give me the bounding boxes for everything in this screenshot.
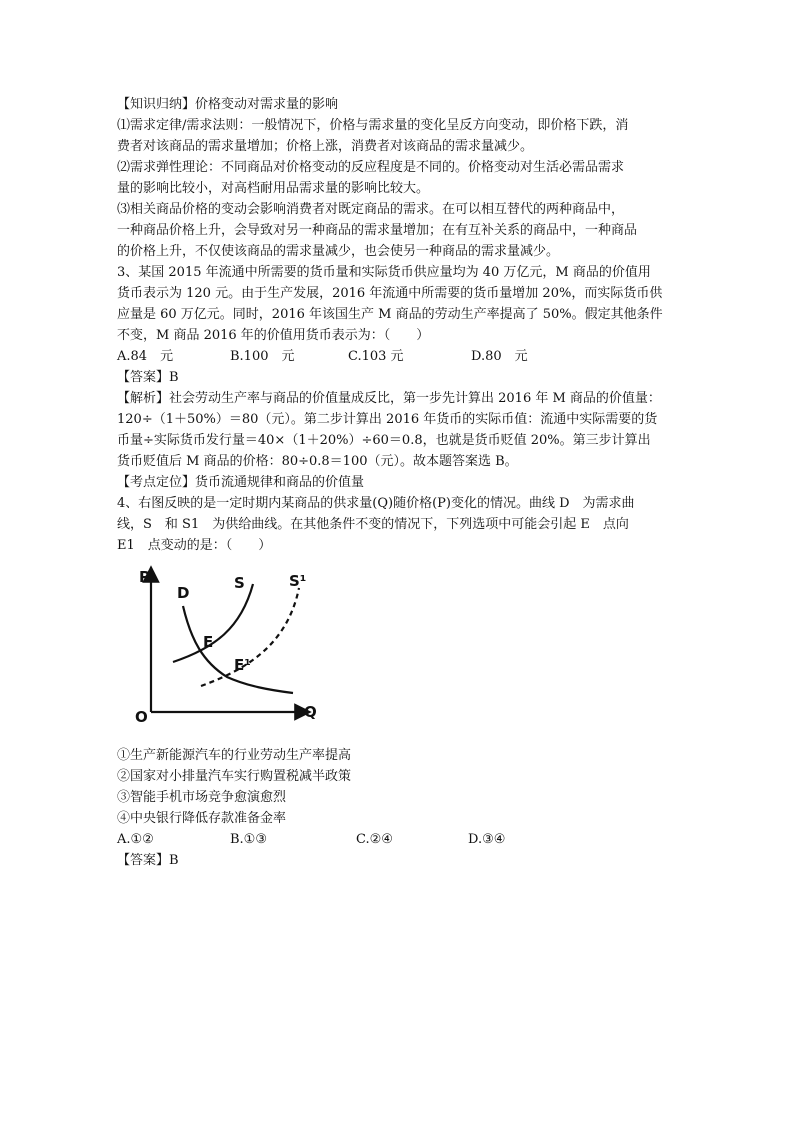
question-3-answer: 【答案】B (117, 370, 179, 385)
demand-curve-label: D (177, 584, 190, 602)
question-4-item-4: ④中央银行降低存款准备金率 (117, 811, 287, 826)
question-3-line-4: 不变，M 商品 2016 年的价值用货币表示为：（ ） (117, 328, 430, 343)
question-4-options (117, 829, 687, 850)
question-3-options (117, 346, 687, 367)
knowledge-point-1-line-1: ⑴需求定律/需求法则：一般情况下，价格与需求量的变化呈反方向变动，即价格下跌，消 (117, 118, 629, 133)
question-3-key-point: 【考点定位】货币流通规律和商品的价值量 (117, 475, 365, 490)
question-3-option-b: B.100 元 (230, 349, 295, 364)
equilibrium-e1-label: E¹ (234, 656, 251, 674)
supply-curve-s-label: S (234, 574, 245, 592)
question-3-option-a: A.84 元 (117, 349, 174, 364)
supply-demand-figure (117, 562, 337, 737)
question-3-option-d: D.80 元 (471, 349, 528, 364)
question-4-option-c: C.②④ (356, 832, 393, 847)
question-4-item-1: ①生产新能源汽车的行业劳动生产率提高 (117, 748, 352, 763)
question-3-option-c: C.103 元 (348, 349, 404, 364)
question-4-line-2: 线，S 和 S1 为供给曲线。在其他条件不变的情况下，下列选项中可能会引起 E 点向 (117, 517, 629, 532)
question-3-analysis-line-4: 货币贬值后 M 商品的价格：80÷0.8＝100（元）。故本题答案选 B。 (117, 454, 518, 469)
knowledge-title: 【知识归纳】价格变动对需求量的影响 (117, 97, 339, 112)
origin-label: O (135, 708, 148, 726)
price-axis-label: P (139, 568, 150, 586)
document-page (117, 94, 687, 871)
question-4-option-a: A.①② (117, 832, 154, 847)
question-3-analysis-line-2: 120÷（1＋50%）＝80（元）。第二步计算出 2016 年货币的实际币值：流通中实际需要的货 (117, 412, 658, 427)
question-3-analysis-line-3: 币量÷实际货币发行量＝40×（1＋20%）÷60＝0.8，也就是货币贬值 20%。第三步计算出 (117, 433, 651, 448)
knowledge-point-2-line-1: ⑵需求弹性理论：不同商品对价格变动的反应程度是不同的。价格变动对生活必需品需求 (117, 160, 625, 175)
knowledge-point-2-line-2: 量的影响比较小，对高档耐用品需求量的影响比较大。 (117, 181, 430, 196)
question-3-line-3: 应量是 60 万亿元。同时，2016 年该国生产 M 商品的劳动生产率提高了 50%。假定其他条件 (117, 307, 663, 322)
equilibrium-e-label: E (203, 633, 214, 651)
question-4-option-b: B.①③ (230, 832, 267, 847)
question-4-item-3: ③智能手机市场竞争愈演愈烈 (117, 790, 287, 805)
knowledge-point-3-line-3: 的价格上升，不仅使该商品的需求量减少，也会使另一种商品的需求量减少。 (117, 244, 560, 259)
supply-curve-s1-label: S¹ (289, 572, 307, 590)
question-4-answer: 【答案】B (117, 853, 179, 868)
question-4-line-1: 4、右图反映的是一定时期内某商品的供求量(Q)随价格(P)变化的情况。曲线 D 为需求曲 (117, 496, 635, 511)
question-4-item-2: ②国家对小排量汽车实行购置税减半政策 (117, 769, 352, 784)
question-4-line-3: E1 点变动的是：（ ） (117, 538, 272, 553)
knowledge-point-1-line-2: 费者对该商品的需求量增加；价格上涨，消费者对该商品的需求量减少。 (117, 139, 534, 154)
quantity-axis-label: Q (304, 703, 317, 721)
question-3-line-1: 3、某国 2015 年流通中所需要的货币量和实际货币供应量均为 40 万亿元，M 商品的价值用 (117, 265, 651, 280)
knowledge-point-3-line-1: ⑶相关商品价格的变动会影响消费者对既定商品的需求。在可以相互替代的两种商品中， (117, 202, 625, 217)
question-4-option-d: D.③④ (468, 832, 506, 847)
question-3-line-2: 货币表示为 120 元。由于生产发展，2016 年流通中所需要的货币量增加 20%，而实际货币供 (117, 286, 663, 301)
knowledge-point-3-line-2: 一种商品价格上升，会导致对另一种商品的需求量增加；在有互补关系的商品中，一种商品 (117, 223, 638, 238)
question-3-analysis-line-1: 【解析】社会劳动生产率与商品的价值量成反比，第一步先计算出 2016 年 M 商品的价值量： (117, 391, 661, 406)
